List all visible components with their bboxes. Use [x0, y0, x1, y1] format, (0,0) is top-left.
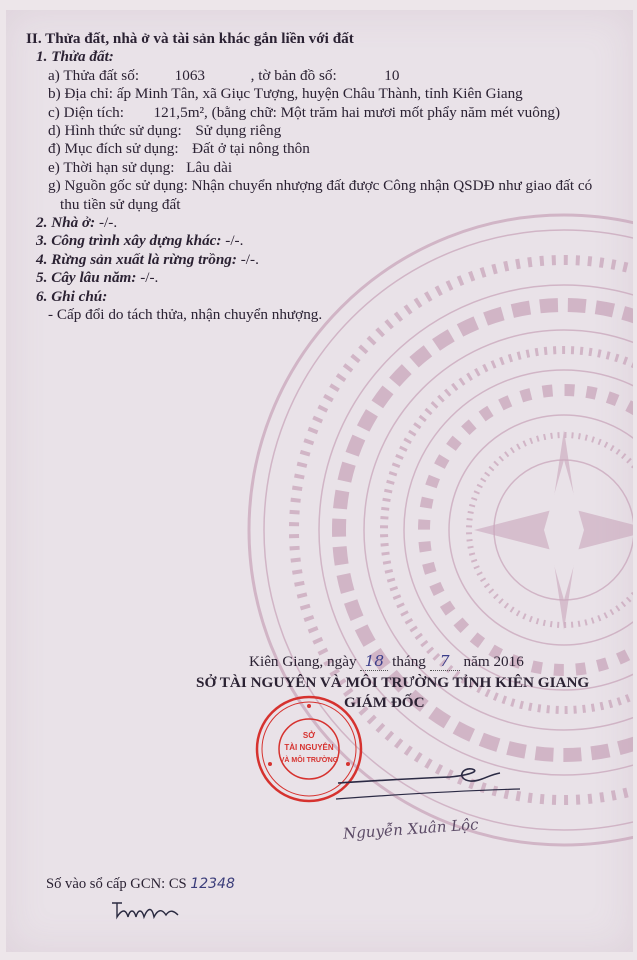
land-info	[26, 30, 626, 325]
issue-month-label: tháng	[392, 653, 426, 670]
construction-value: -/-.	[225, 232, 244, 250]
term-label: e) Thời hạn sử dụng:	[48, 158, 175, 176]
construction-label: 3. Công trình xây dựng khác:	[36, 232, 222, 250]
purpose-line	[26, 140, 626, 158]
purpose-value: Đất ở tại nông thôn	[192, 140, 310, 158]
svg-text:SỞ: SỞ	[302, 731, 316, 740]
issue-year: năm 2016	[463, 653, 524, 670]
land-heading: 1. Thửa đất:	[36, 48, 114, 66]
forest-line	[26, 251, 626, 269]
area-line	[26, 104, 626, 122]
usage-form-line	[26, 122, 626, 140]
signer-role: GIÁM ĐỐC	[344, 694, 425, 711]
perennial-value: -/-.	[140, 269, 159, 287]
perennial-label: 5. Cây lâu năm:	[36, 269, 137, 287]
area-label: c) Diện tích:	[48, 103, 124, 121]
purpose-label: đ) Mục đích sử dụng:	[48, 140, 179, 158]
area-value: 121,5m², (bằng chữ: Một trăm hai mươi mốt phẩy năm mét vuông)	[153, 103, 561, 121]
house-label: 2. Nhà ở:	[36, 214, 96, 232]
house-line	[26, 214, 626, 232]
perennial-line	[26, 269, 626, 287]
parcel-line	[26, 67, 626, 85]
origin-line: g) Nguồn gốc sử dụng: Nhận chuyển nhượng đất được Công nhận QSDĐ như giao đất có	[48, 177, 593, 195]
term-line	[26, 159, 626, 177]
forest-value: -/-.	[240, 250, 259, 268]
registry-number: 12348	[190, 876, 235, 892]
address-line: b) Địa chỉ: ấp Minh Tân, xã Giục Tượng, huyện Châu Thành, tỉnh Kiên Giang	[48, 85, 523, 103]
notes-label: 6. Ghi chú:	[36, 287, 108, 305]
registry-label: Số vào sổ cấp GCN: CS	[46, 876, 187, 892]
svg-text:VÀ MÔI TRƯỜNG: VÀ MÔI TRƯỜNG	[279, 757, 339, 764]
issuing-office: SỞ TÀI NGUYÊN VÀ MÔI TRƯỜNG TỈNH KIÊN GIANG	[196, 674, 590, 691]
signer-name: Nguyễn Xuân Lộc	[342, 815, 480, 843]
svg-text:TÀI NGUYÊN: TÀI NGUYÊN	[284, 743, 334, 752]
usage-form-label: d) Hình thức sử dụng:	[48, 122, 182, 140]
issue-day: 18	[360, 652, 388, 671]
parcel-label: a) Thửa đất số:	[48, 66, 140, 84]
construction-line	[26, 232, 626, 250]
notes-value: - Cấp đổi do tách thửa, nhận chuyển nhượng.	[48, 306, 323, 324]
origin-line-cont: thu tiền sử dụng đất	[60, 195, 181, 213]
issue-month: 7	[430, 652, 460, 671]
parcel-number: 1063	[174, 66, 206, 84]
house-value: -/-.	[99, 214, 118, 232]
usage-form-value: Sử dụng riêng	[195, 122, 282, 140]
issue-place: Kiên Giang, ngày	[249, 653, 357, 670]
forest-label: 4. Rừng sản xuất là rừng trồng:	[36, 250, 237, 268]
map-number: 10	[384, 66, 400, 84]
term-value: Lâu dài	[186, 158, 233, 176]
section-title: II. Thửa đất, nhà ở và tài sản khác gắn liền với đất	[26, 30, 354, 47]
map-label: , tờ bản đồ số:	[250, 66, 337, 84]
